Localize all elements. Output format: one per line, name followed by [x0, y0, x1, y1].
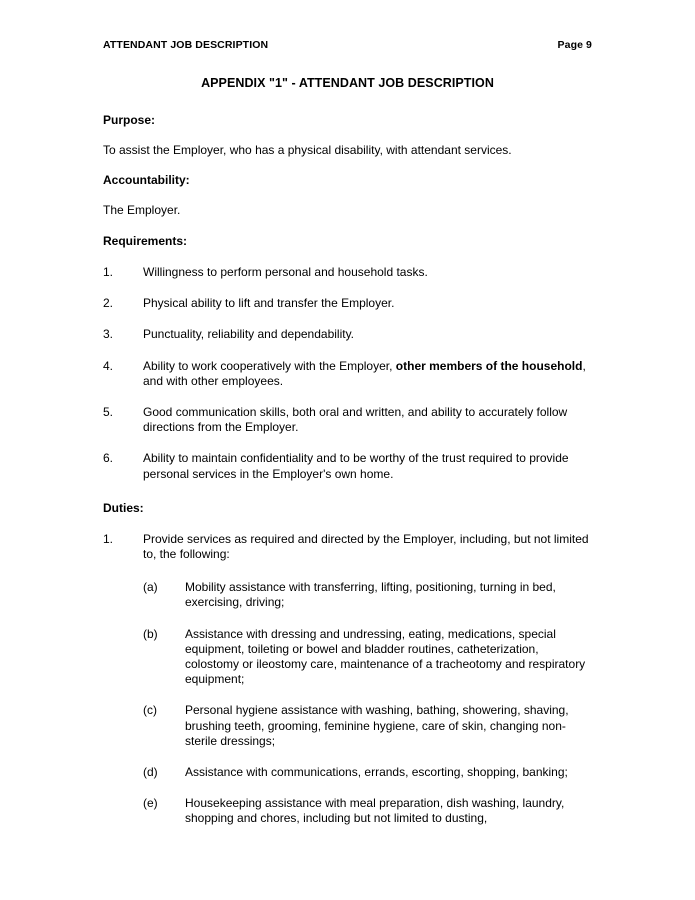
- section-heading-requirements: Requirements:: [103, 234, 188, 248]
- list-marker: 6.: [103, 451, 114, 466]
- list-marker: 1.: [103, 531, 114, 546]
- section-body-purpose: To assist the Employer, who has a physical disability, with attendant services.: [103, 143, 512, 157]
- section-heading-accountability: Accountability:: [103, 173, 190, 187]
- list-item-text: Housekeeping assistance with meal preparation, dish washing, laundry, shopping and chores, including but not limited to dusting,: [185, 796, 565, 826]
- section-body-accountability: The Employer.: [103, 203, 181, 217]
- requirements-list: [103, 265, 592, 482]
- list-item: [143, 796, 592, 826]
- duties-list: [103, 532, 592, 562]
- list-item-text-emphasis: other members of the household: [395, 358, 583, 373]
- list-item: [103, 532, 592, 562]
- page-content: [103, 0, 592, 827]
- list-item-text: Ability to maintain confidentiality and to be worthy of the trust required to provide personal services in the Employer's own home.: [143, 451, 569, 481]
- list-item-text: Personal hygiene assistance with washing, bathing, showering, shaving, brushing teeth, grooming, feminine hygiene, care of skin, changing non-sterile dressings;: [185, 703, 569, 748]
- running-head-title: ATTENDANT JOB DESCRIPTION: [103, 39, 269, 51]
- list-item-text-lead: Ability to work cooperatively with the Employer,: [143, 358, 396, 373]
- list-item-text-tail: , and with other employees.: [143, 358, 586, 388]
- list-item-text: [143, 359, 592, 389]
- list-item: [143, 580, 592, 610]
- list-marker: 2.: [103, 296, 114, 311]
- list-item: [103, 327, 592, 342]
- page-number-label: Page 9: [557, 39, 592, 51]
- list-item: [103, 451, 592, 481]
- list-item-text: Punctuality, reliability and dependability.: [143, 327, 355, 342]
- list-marker: (e): [143, 796, 158, 811]
- list-marker: 4.: [103, 358, 114, 373]
- section-heading-purpose: Purpose:: [103, 113, 156, 127]
- list-item-text: Mobility assistance with transferring, lifting, positioning, turning in bed, exercising, driving;: [185, 580, 556, 610]
- list-item-text: Provide services as required and directed by the Employer, including, but not limited to, the following:: [143, 531, 589, 562]
- section-heading-duties: Duties:: [103, 500, 144, 515]
- list-item-text: Assistance with dressing and undressing, eating, medications, special equipment, toileting or bowel and bladder routines, catheterization, colostomy or ileostomy care, maintenance of a tracheotomy and respiratory equipment;: [185, 626, 586, 687]
- list-marker: 1.: [103, 265, 114, 279]
- list-item: [143, 703, 592, 749]
- list-item-text: Assistance with communications, errands, escorting, shopping, banking;: [185, 765, 568, 780]
- list-marker: (d): [143, 765, 158, 780]
- list-marker: (a): [143, 580, 158, 595]
- list-item-text: Physical ability to lift and transfer the Employer.: [143, 296, 395, 311]
- list-marker: (b): [143, 626, 158, 641]
- duties-sub-list: [103, 580, 592, 826]
- list-item: [143, 765, 592, 780]
- list-marker: (c): [143, 703, 157, 718]
- list-marker: 3.: [103, 327, 114, 342]
- list-item: [103, 265, 592, 280]
- page-title: APPENDIX "1" - ATTENDANT JOB DESCRIPTION: [201, 76, 494, 90]
- running-head: [103, 0, 592, 51]
- list-item-text: Good communication skills, both oral and written, and ability to accurately follow directions from the Employer.: [143, 405, 568, 435]
- list-item-text: Willingness to perform personal and household tasks.: [143, 265, 428, 279]
- list-marker: 5.: [103, 405, 114, 420]
- list-item: [143, 627, 592, 688]
- list-item: [103, 405, 592, 435]
- list-item: [103, 359, 592, 389]
- list-item: [103, 296, 592, 311]
